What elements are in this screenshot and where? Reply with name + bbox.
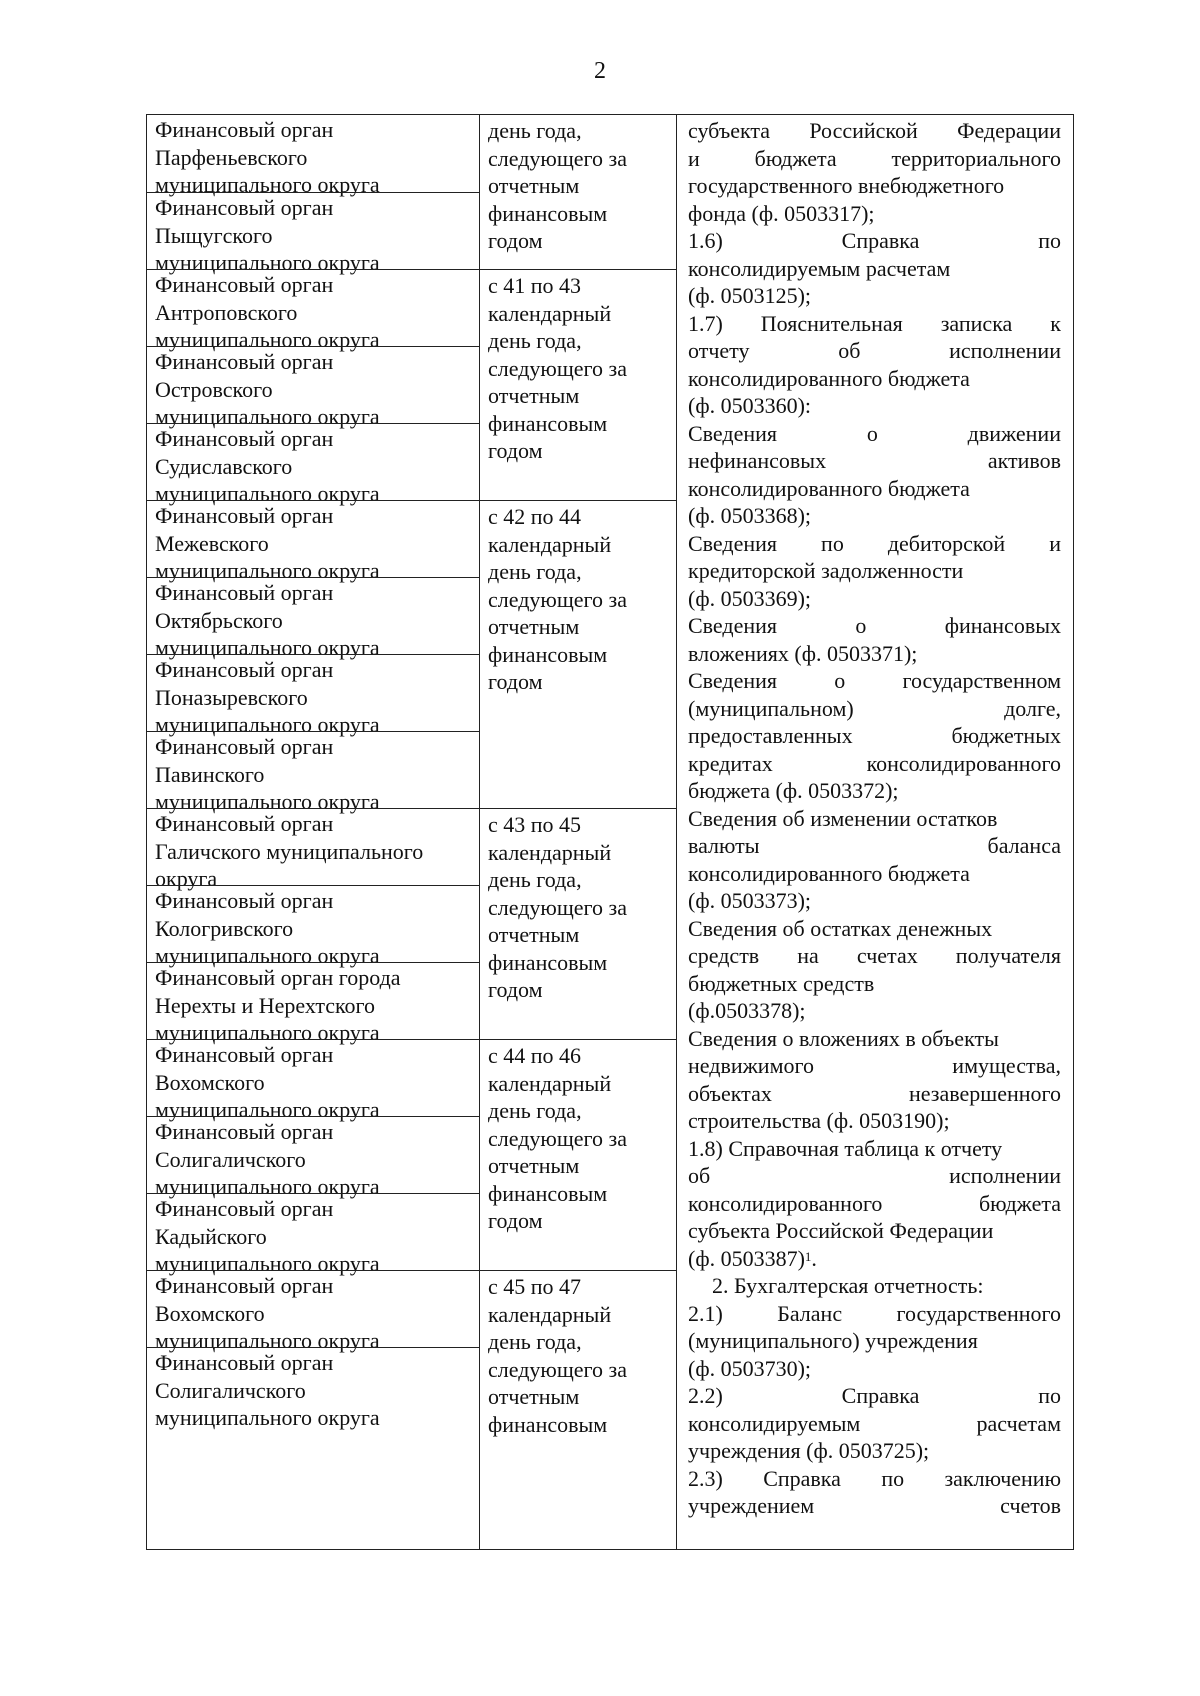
- forms-word: на: [797, 943, 819, 968]
- forms-line: [688, 612, 1061, 640]
- forms-word: 1.7): [688, 310, 723, 336]
- forms-line: [688, 640, 1061, 668]
- forms-word: баланса: [987, 833, 1061, 858]
- org-line: муниципального округа: [155, 481, 380, 506]
- org-line: Солигаличского: [155, 1146, 306, 1172]
- forms-text: бюджета (ф. 0503372);: [688, 778, 899, 803]
- org-cell: [147, 269, 480, 354]
- forms-text: (ф. 0503360):: [688, 393, 812, 418]
- forms-text: строительства (ф. 0503190);: [688, 1108, 950, 1133]
- org-cell: [147, 115, 480, 199]
- forms-line: [688, 200, 1061, 228]
- forms-line: [688, 695, 1061, 723]
- org-cell: [147, 654, 480, 739]
- forms-word: государственном: [902, 668, 1061, 693]
- term-line: финансовым: [488, 1411, 608, 1437]
- forms-line: [688, 1025, 1061, 1053]
- forms-word: Сведения: [688, 613, 778, 638]
- forms-line: [688, 145, 1061, 173]
- forms-text: Сведения об изменении остатков: [688, 805, 998, 831]
- forms-line: [688, 722, 1061, 750]
- forms-word: средств: [688, 943, 760, 968]
- forms-word: кредитах: [688, 750, 773, 776]
- forms-text: (ф. 0503387): [688, 1245, 805, 1271]
- term-line: календарный: [488, 531, 612, 557]
- term-line: с 45 по 47: [488, 1274, 582, 1299]
- org-line: муниципального округа: [155, 635, 380, 660]
- forms-text: бюджетных средств: [688, 970, 875, 996]
- org-cell: [147, 1039, 480, 1124]
- org-line: Финансовый орган: [155, 195, 334, 220]
- forms-text: консолидируемым расчетам: [688, 255, 951, 281]
- term-cell: [480, 115, 676, 255]
- forms-line: [688, 475, 1061, 503]
- forms-word: дебиторской: [887, 530, 1006, 556]
- forms-text: консолидированного бюджета: [688, 860, 970, 886]
- forms-text: Сведения об остатках денежных: [688, 915, 993, 941]
- forms-text: (ф. 0503125);: [688, 283, 812, 308]
- forms-line: [688, 997, 1061, 1025]
- forms-word: Сведения: [688, 420, 778, 446]
- forms-text: фонда (ф. 0503317);: [688, 200, 875, 226]
- org-line: Финансовый орган: [155, 426, 334, 451]
- forms-line: [688, 1217, 1061, 1245]
- forms-word: Справка: [763, 1465, 841, 1491]
- forms-word: об: [838, 338, 861, 363]
- forms-line: [688, 585, 1061, 613]
- term-line: день года,: [488, 328, 582, 353]
- org-cell: [147, 885, 480, 970]
- org-cell: [147, 731, 480, 816]
- term-line: следующего за: [488, 145, 627, 171]
- forms-line: [688, 667, 1061, 695]
- forms-line: [688, 777, 1061, 805]
- forms-word: валюты: [688, 833, 760, 858]
- term-line: финансовым: [488, 200, 608, 226]
- forms-line: [688, 1245, 1061, 1273]
- forms-word: бюджетных: [951, 723, 1061, 748]
- org-line: муниципального округа: [155, 1251, 380, 1276]
- org-cell: [147, 1347, 480, 1432]
- term-line: отчетным: [488, 173, 580, 198]
- forms-word: по: [821, 530, 844, 556]
- forms-word: счетов: [1000, 1493, 1061, 1518]
- org-line: муниципального округа: [155, 327, 380, 352]
- org-line: Октябрьского: [155, 607, 283, 633]
- org-cell: [147, 577, 480, 662]
- term-line: финансовым: [488, 410, 608, 436]
- org-line: Финансовый орган: [155, 1119, 334, 1144]
- org-line: Финансовый орган: [155, 811, 334, 836]
- forms-line: [688, 227, 1061, 255]
- org-line: Финансовый орган: [155, 888, 334, 913]
- forms-line: [688, 1107, 1061, 1135]
- forms-word: бюджета: [978, 1190, 1061, 1216]
- term-cell: [480, 269, 676, 465]
- org-line: Поназыревского: [155, 684, 308, 710]
- forms-text: 2. Бухгалтерская отчетность:: [712, 1273, 984, 1298]
- forms-text: 1.8) Справочная таблица к отчету: [688, 1135, 1003, 1161]
- org-line: Финансовый орган: [155, 657, 334, 682]
- forms-word: имущества,: [952, 1053, 1061, 1078]
- forms-word: долге,: [1004, 695, 1061, 721]
- term-cell: [480, 500, 676, 696]
- forms-text: (ф. 0503368);: [688, 503, 812, 528]
- forms-line: [688, 1080, 1061, 1108]
- term-line: день года,: [488, 559, 582, 584]
- org-line: Кологривского: [155, 915, 294, 941]
- org-line: муниципального округа: [155, 250, 380, 275]
- forms-word: и: [688, 145, 700, 171]
- forms-word: счетах: [856, 943, 918, 968]
- term-line: следующего за: [488, 586, 627, 612]
- org-line: Островского: [155, 376, 273, 402]
- forms-word: консолидированного: [866, 750, 1061, 776]
- term-line: календарный: [488, 1301, 612, 1327]
- org-line: Финансовый орган: [155, 503, 334, 528]
- term-line: отчетным: [488, 1153, 580, 1178]
- forms-word: расчетам: [976, 1410, 1061, 1436]
- forms-text: (муниципального) учреждения: [688, 1328, 978, 1353]
- forms-line: [688, 1492, 1061, 1520]
- term-line: календарный: [488, 1070, 612, 1096]
- org-cell: [147, 500, 480, 585]
- forms-word: Федерации: [957, 118, 1061, 143]
- org-line: Вохомского: [155, 1300, 265, 1326]
- forms-line: [688, 310, 1061, 338]
- org-line: Пыщугского: [155, 222, 273, 248]
- term-cell: [480, 1270, 676, 1438]
- forms-word: и: [1049, 530, 1061, 556]
- term-line: с 41 по 43: [488, 273, 582, 298]
- forms-word: Российской: [809, 118, 918, 143]
- forms-text: кредиторской задолженности: [688, 558, 964, 583]
- forms-line: [688, 860, 1061, 888]
- forms-word: активов: [987, 448, 1061, 473]
- forms-text: консолидированного бюджета: [688, 475, 970, 501]
- forms-word: Справка: [841, 228, 920, 253]
- forms-word: субъекта: [688, 118, 771, 143]
- forms-text: учреждения (ф. 0503725);: [688, 1438, 930, 1463]
- term-column: [479, 114, 677, 1550]
- org-line: муниципального округа: [155, 943, 380, 968]
- org-line: Галичского муниципального: [155, 838, 424, 864]
- forms-line: [688, 420, 1061, 448]
- forms-line: [688, 557, 1061, 585]
- org-cell: [147, 1116, 480, 1201]
- forms-word: исполнении: [949, 338, 1061, 363]
- org-cell: [147, 346, 480, 431]
- forms-word: консолидируемым: [688, 1410, 861, 1436]
- org-line: Кадыйского: [155, 1223, 267, 1249]
- forms-line: [688, 1382, 1061, 1410]
- org-cell: [147, 1193, 480, 1278]
- forms-word: о: [855, 613, 867, 638]
- org-line: муниципального округа: [155, 172, 380, 197]
- term-line: календарный: [488, 839, 612, 865]
- forms-line: [688, 392, 1061, 420]
- term-line: с 42 по 44: [488, 504, 582, 529]
- org-cell: [147, 1270, 480, 1355]
- forms-text: Сведения о вложениях в объекты: [688, 1025, 999, 1051]
- forms-line: [688, 805, 1061, 833]
- forms-word: учреждением: [688, 1493, 815, 1518]
- forms-line: [688, 1135, 1061, 1163]
- forms-line: [688, 1052, 1061, 1080]
- org-line: муниципального округа: [155, 712, 380, 737]
- forms-word: предоставленных: [688, 723, 853, 748]
- forms-word: получателя: [955, 943, 1061, 968]
- term-line: годом: [488, 669, 543, 694]
- forms-line: [688, 447, 1061, 475]
- forms-line: [688, 172, 1061, 200]
- forms-word: заключению: [944, 1465, 1061, 1491]
- org-line: Судиславского: [155, 453, 293, 479]
- org-line: Финансовый орган: [155, 349, 334, 374]
- forms-word: к: [1050, 310, 1061, 336]
- term-cell: [480, 1039, 676, 1235]
- org-line: Солигаличского: [155, 1377, 306, 1403]
- org-line: Финансовый орган: [155, 1196, 334, 1221]
- forms-line: [688, 942, 1061, 970]
- forms-text: государственного внебюджетного: [688, 173, 1005, 198]
- forms-column: [676, 114, 1074, 1550]
- term-line: отчетным: [488, 614, 580, 639]
- forms-word: (муниципальном): [688, 695, 854, 721]
- org-line: Финансовый орган: [155, 580, 334, 605]
- forms-text: (ф. 0503730);: [688, 1355, 812, 1381]
- forms-word: исполнении: [949, 1163, 1061, 1188]
- org-line: муниципального округа: [155, 404, 380, 429]
- forms-line: [688, 1437, 1061, 1465]
- term-cell: [480, 808, 676, 1004]
- term-line: годом: [488, 228, 543, 253]
- org-line: муниципального округа: [155, 558, 380, 583]
- org-line: Финансовый орган: [155, 1273, 334, 1298]
- page-number: 2: [594, 58, 606, 84]
- org-line: муниципального округа: [155, 1174, 380, 1199]
- forms-line: [688, 502, 1061, 530]
- forms-line: [688, 530, 1061, 558]
- footnote-tail: .: [811, 1245, 817, 1271]
- forms-line: [688, 1272, 1061, 1300]
- term-line: годом: [488, 438, 543, 463]
- term-line: день года,: [488, 118, 582, 143]
- term-line: с 44 по 46: [488, 1043, 582, 1068]
- term-line: годом: [488, 977, 543, 1002]
- forms-line: [688, 117, 1061, 145]
- term-line: финансовым: [488, 949, 608, 975]
- forms-word: государственного: [896, 1300, 1061, 1326]
- term-line: финансовым: [488, 641, 608, 667]
- forms-word: Сведения: [688, 668, 778, 693]
- term-line: календарный: [488, 300, 612, 326]
- org-line: Финансовый орган: [155, 272, 334, 297]
- forms-text: (ф. 0503373);: [688, 888, 812, 913]
- forms-text: субъекта Российской Федерации: [688, 1218, 994, 1243]
- forms-word: Баланс: [777, 1300, 843, 1326]
- forms-word: об: [688, 1163, 711, 1188]
- forms-word: 1.6): [688, 228, 723, 253]
- term-line: отчетным: [488, 1384, 580, 1409]
- term-line: следующего за: [488, 1356, 627, 1382]
- forms-line: [688, 1327, 1061, 1355]
- term-line: следующего за: [488, 894, 627, 920]
- forms-text: вложениях (ф. 0503371);: [688, 640, 918, 666]
- term-line: следующего за: [488, 355, 627, 381]
- forms-line: [688, 1465, 1061, 1493]
- org-line: муниципального округа: [155, 1020, 380, 1045]
- forms-word: по: [1038, 1383, 1061, 1408]
- forms-line: [688, 1355, 1061, 1383]
- org-line: Вохомского: [155, 1069, 265, 1095]
- org-cell: [147, 962, 480, 1047]
- org-cell: [147, 808, 480, 893]
- forms-word: о: [834, 668, 846, 693]
- org-line: Павинского: [155, 761, 265, 787]
- org-line: муниципального округа: [155, 789, 380, 814]
- org-cell: [147, 192, 480, 277]
- forms-line: [688, 337, 1061, 365]
- forms-line: [688, 970, 1061, 998]
- forms-word: 2.1): [688, 1300, 723, 1326]
- org-line: Финансовый орган: [155, 117, 334, 142]
- org-line: Финансовый орган: [155, 1350, 334, 1375]
- forms-line: [688, 832, 1061, 860]
- forms-line: [688, 365, 1061, 393]
- forms-text: (ф. 0503369);: [688, 585, 812, 611]
- org-line: Финансовый орган: [155, 1042, 334, 1067]
- forms-line: [688, 1162, 1061, 1190]
- org-line: Антроповского: [155, 299, 298, 325]
- forms-word: недвижимого: [688, 1053, 814, 1078]
- term-line: день года,: [488, 1329, 582, 1354]
- forms-word: финансовых: [944, 613, 1061, 638]
- forms-word: незавершенного: [908, 1080, 1061, 1106]
- forms-word: Сведения: [688, 530, 778, 556]
- forms-word: Справка: [841, 1383, 920, 1408]
- forms-word: 2.3): [688, 1465, 723, 1491]
- org-line: Финансовый орган города: [155, 965, 401, 990]
- term-line: день года,: [488, 867, 582, 892]
- forms-word: движении: [967, 420, 1061, 446]
- forms-word: записка: [940, 310, 1013, 336]
- forms-line: [688, 1190, 1061, 1218]
- org-line: муниципального округа: [155, 1405, 380, 1430]
- term-line: следующего за: [488, 1125, 627, 1151]
- org-line: Финансовый орган: [155, 734, 334, 759]
- forms-line: [688, 1300, 1061, 1328]
- forms-word: нефинансовых: [688, 448, 827, 473]
- org-line: Межевского: [155, 530, 269, 556]
- term-line: финансовым: [488, 1180, 608, 1206]
- term-line: день года,: [488, 1098, 582, 1123]
- org-line: муниципального округа: [155, 1097, 380, 1122]
- forms-word: территориального: [891, 145, 1061, 171]
- org-line: Парфеньевского: [155, 144, 308, 170]
- forms-word: по: [1038, 228, 1061, 253]
- forms-word: о: [866, 420, 878, 446]
- forms-line: [688, 1410, 1061, 1438]
- org-line: муниципального округа: [155, 1328, 380, 1353]
- forms-text: (ф.0503378);: [688, 998, 806, 1023]
- forms-text: консолидированного бюджета: [688, 365, 970, 391]
- org-line: округа: [155, 866, 218, 891]
- forms-word: бюджета: [754, 145, 837, 171]
- forms-word: отчету: [688, 338, 750, 363]
- forms-line: [688, 750, 1061, 778]
- forms-word: Пояснительная: [760, 310, 903, 336]
- term-line: с 43 по 45: [488, 812, 582, 837]
- org-line: Нерехты и Нерехтского: [155, 992, 376, 1018]
- forms-line: [688, 915, 1061, 943]
- forms-word: консолидированного: [688, 1190, 883, 1216]
- term-line: отчетным: [488, 383, 580, 408]
- forms-line: [688, 282, 1061, 310]
- forms-word: 2.2): [688, 1383, 723, 1408]
- forms-word: объектах: [688, 1080, 772, 1106]
- footnote-mark: 1: [804, 1248, 812, 1264]
- forms-word: по: [881, 1465, 905, 1491]
- term-line: годом: [488, 1208, 543, 1233]
- org-cell: [147, 423, 480, 508]
- org-column: [146, 114, 480, 1550]
- forms-line: [688, 255, 1061, 283]
- term-line: отчетным: [488, 922, 580, 947]
- forms-line: [688, 887, 1061, 915]
